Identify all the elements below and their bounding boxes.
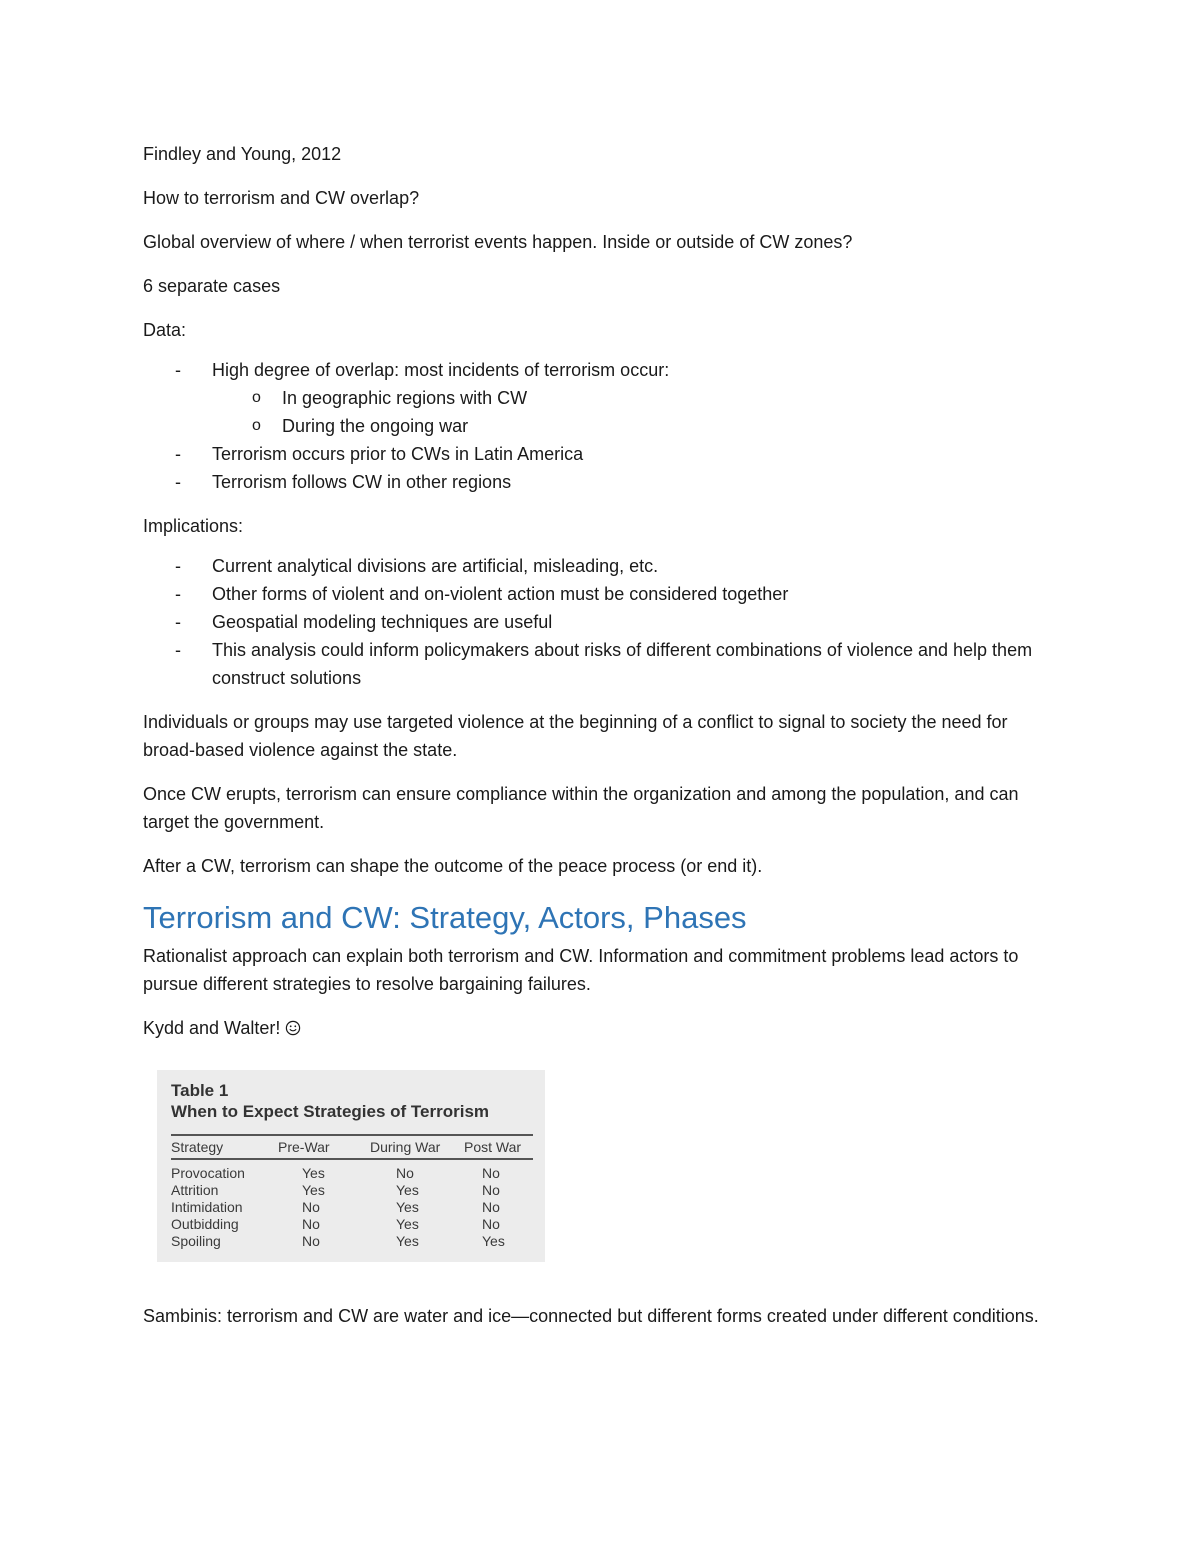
paragraph: After a CW, terrorism can shape the outcome of the peace process (or end it). — [143, 856, 763, 876]
table-cell: No — [482, 1165, 500, 1181]
list-item — [143, 552, 1043, 580]
sub-list-item-text: During the ongoing war — [282, 416, 469, 436]
data-label: Data: — [143, 320, 187, 340]
table-row — [171, 1199, 533, 1216]
table-cell: Yes — [396, 1216, 419, 1232]
cases-line: 6 separate cases — [143, 276, 281, 296]
table-cell: Outbidding — [171, 1216, 239, 1232]
dash-bullet: - — [175, 556, 181, 576]
table-cell: Spoiling — [171, 1233, 221, 1249]
list-item — [143, 468, 1043, 496]
dash-bullet: - — [175, 360, 181, 380]
paragraph: Individuals or groups may use targeted violence at the beginning of a conflict to signal to society the need for broad-based violence against the state. — [143, 712, 1008, 760]
circle-bullet: o — [252, 417, 261, 434]
data-list — [143, 356, 1043, 496]
document-page — [143, 140, 1043, 1346]
sub-list — [212, 384, 1043, 440]
sub-list-item-text: In geographic regions with CW — [282, 388, 528, 408]
table-header-row — [171, 1135, 533, 1159]
table-cell: No — [302, 1199, 320, 1215]
table-row — [171, 1159, 533, 1182]
list-item-text: Terrorism follows CW in other regions — [212, 472, 512, 492]
table-cell: Intimidation — [171, 1199, 243, 1215]
table-header-cell: Strategy — [171, 1135, 278, 1159]
paragraph: Rationalist approach can explain both terrorism and CW. Information and commitment problems lead actors to pursue different strategies to resolve bargaining failures. — [143, 946, 1019, 994]
table-row — [171, 1233, 533, 1250]
smiley-icon — [285, 1016, 301, 1032]
circle-bullet: o — [252, 389, 261, 406]
overview-line: Global overview of where / when terrorist events happen. Inside or outside of CW zones? — [143, 232, 853, 252]
table-cell: Yes — [302, 1165, 325, 1181]
dash-bullet: - — [175, 584, 181, 604]
table-cell: Provocation — [171, 1165, 245, 1181]
implications-label: Implications: — [143, 516, 244, 536]
list-item — [143, 608, 1043, 636]
table-header-cell: Pre-War — [278, 1135, 370, 1159]
table-cell: No — [482, 1216, 500, 1232]
table-cell: Attrition — [171, 1182, 219, 1198]
question-line: How to terrorism and CW overlap? — [143, 188, 420, 208]
table-title: Table 1 — [171, 1081, 229, 1100]
paragraph-text: Kydd and Walter! — [143, 1018, 281, 1038]
list-item-text: Terrorism occurs prior to CWs in Latin America — [212, 444, 584, 464]
table-subtitle: When to Expect Strategies of Terrorism — [171, 1102, 490, 1121]
paragraph: Sambinis: terrorism and CW are water and ice—connected but different forms created under different conditions. — [143, 1306, 1039, 1326]
list-item-text: High degree of overlap: most incidents of terrorism occur: — [212, 360, 670, 380]
dash-bullet: - — [175, 640, 181, 660]
list-item-text: Other forms of violent and on-violent action must be considered together — [212, 584, 789, 604]
list-item-text: This analysis could inform policymakers about risks of different combinations of violence and help them construct solutions — [212, 640, 1033, 688]
table-cell: No — [396, 1165, 414, 1181]
implications-list — [143, 552, 1043, 692]
embedded-table-image — [157, 1070, 545, 1262]
table-cell: Yes — [302, 1182, 325, 1198]
section-heading: Terrorism and CW: Strategy, Actors, Phases — [143, 900, 747, 935]
paragraph-with-emoji — [143, 1014, 1043, 1042]
dash-bullet: - — [175, 612, 181, 632]
table-cell: Yes — [396, 1233, 419, 1249]
list-item — [143, 440, 1043, 468]
list-item — [143, 636, 1043, 692]
dash-bullet: - — [175, 472, 181, 492]
table-cell: No — [302, 1216, 320, 1232]
table-cell: Yes — [396, 1199, 419, 1215]
list-item-text: Current analytical divisions are artificial, misleading, etc. — [212, 556, 659, 576]
table-header-cell: Post War — [464, 1135, 533, 1159]
sub-list-item — [212, 412, 1043, 440]
list-item — [143, 356, 1043, 440]
table-header-cell: During War — [370, 1135, 464, 1159]
table-row — [171, 1182, 533, 1199]
citation-line: Findley and Young, 2012 — [143, 144, 342, 164]
table-row — [171, 1216, 533, 1233]
table-cell: No — [482, 1182, 500, 1198]
table-cell: Yes — [482, 1233, 505, 1249]
list-item-text: Geospatial modeling techniques are useful — [212, 612, 553, 632]
table-cell: No — [302, 1233, 320, 1249]
paragraph: Once CW erupts, terrorism can ensure compliance within the organization and among the population, and can target the government. — [143, 784, 1019, 832]
sub-list-item — [212, 384, 1043, 412]
table-cell: Yes — [396, 1182, 419, 1198]
list-item — [143, 580, 1043, 608]
strategies-table — [171, 1134, 533, 1250]
table-cell: No — [482, 1199, 500, 1215]
dash-bullet: - — [175, 444, 181, 464]
